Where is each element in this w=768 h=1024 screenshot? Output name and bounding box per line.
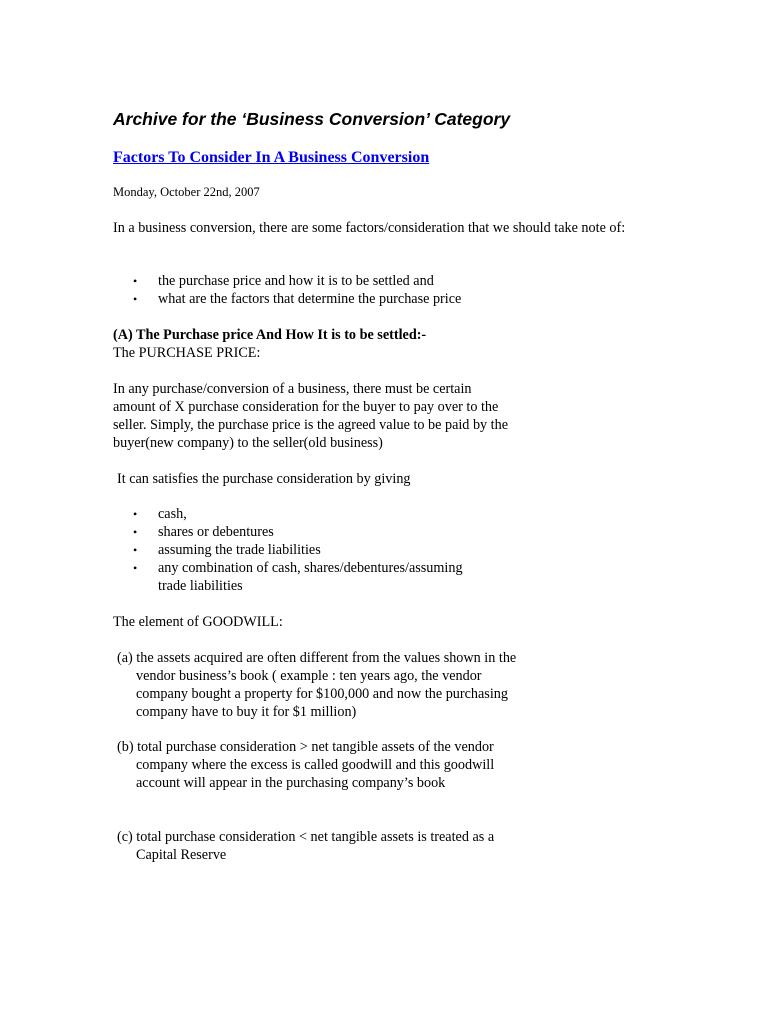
intro-paragraph: In a business conversion, there are some factors/consideration that we should take note of: [113, 220, 626, 236]
goodwill-item-c: (c) total purchase consideration < net tangible assets is treated as a Capital Reserve [117, 829, 495, 863]
section-a [113, 326, 633, 362]
post-title-link[interactable]: Factors To Consider In A Business Conversion [113, 149, 430, 166]
list-item-text: the purchase price and how it is to be settled and [158, 273, 434, 289]
goodwill-item-b: (b) total purchase consideration > net tangible assets of the vendor company where the excess is called goodwill and this goodwill account will appear in the purchasing company’s book [117, 739, 495, 791]
goodwill-item-a: (a) the assets acquired are often different from the values shown in the vendor business’s book ( example : ten years ago, the vendor company bought a property for $100,000 and now the purchasing company have to buy it for $1 million) [117, 650, 517, 720]
list-item [133, 541, 473, 559]
list-item-text: what are the factors that determine the purchase price [158, 291, 462, 307]
list-item [133, 559, 473, 595]
list-item [133, 272, 613, 290]
bullet-icon: • [133, 507, 138, 521]
list-item-text: assuming the trade liabilities [158, 542, 321, 558]
section-a-heading: (A) The Purchase price And How It is to be settled:- [113, 327, 427, 343]
satisfies-paragraph: It can satisfies the purchase consideration by giving [117, 471, 411, 487]
bullet-icon: • [133, 292, 138, 306]
list-item [133, 523, 473, 541]
list-item [133, 290, 613, 308]
archive-title: Archive for the ‘Business Conversion’ Category [113, 109, 511, 129]
list-item-text: shares or debentures [158, 524, 274, 540]
goodwill-title: The element of GOODWILL: [113, 614, 283, 630]
purchase-price-paragraph: In any purchase/conversion of a business, there must be certain amount of X purchase consideration for the buyer to pay over to the seller. Simply, the purchase price is the agreed value to be paid by the buyer(new company) to the seller(old business) [113, 381, 509, 451]
bullet-icon: • [133, 525, 138, 539]
purchase-price-subheading: The PURCHASE PRICE: [113, 345, 261, 361]
factors-list [133, 272, 613, 308]
bullet-icon: • [133, 561, 138, 575]
list-item-text: cash, [158, 506, 187, 522]
bullet-icon: • [133, 274, 138, 288]
list-item [133, 505, 473, 523]
settlement-methods-list [133, 505, 473, 595]
list-item-text: any combination of cash, shares/debentures/assuming trade liabilities [158, 560, 463, 594]
post-date: Monday, October 22nd, 2007 [113, 185, 260, 199]
bullet-icon: • [133, 543, 138, 557]
